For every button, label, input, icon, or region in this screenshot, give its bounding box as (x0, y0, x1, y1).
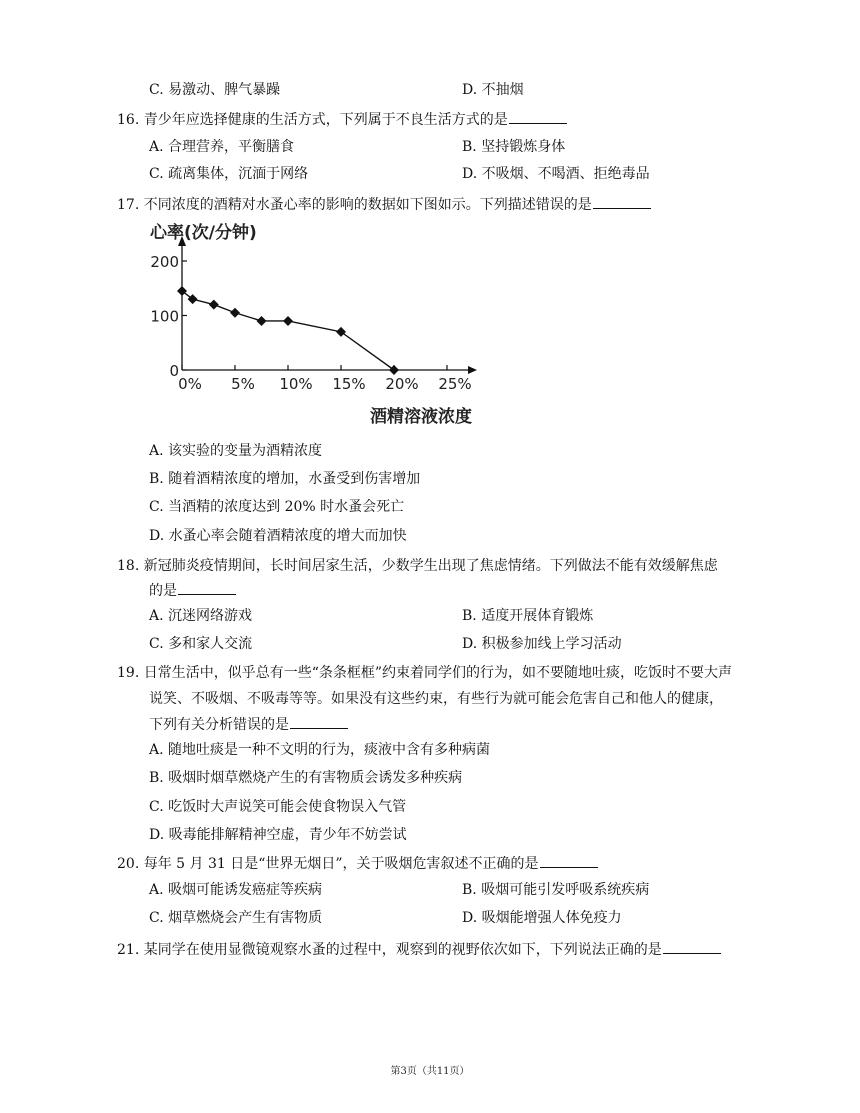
x-axis-label: 酒精溶液浓度 (370, 407, 472, 427)
q20-option-a: A. 吸烟可能诱发癌症等疾病 (149, 882, 323, 898)
q18-stem: 18. 新冠肺炎疫情期间，长时间居家生活，少数学生出现了焦虑情绪。下列做法不能有效缓解焦虑 (117, 558, 718, 574)
answer-blank (509, 109, 567, 124)
q19-stem: 19. 日常生活中，似乎总有一些“条条框框”约束着同学们的行为，如不要随地吐痰，吃饭时不要大声 (117, 665, 733, 681)
q19-stem-line3: 下列有关分析错误的是 (149, 714, 348, 735)
q18-option-a: A. 沉迷网络游戏 (149, 608, 253, 624)
q20-option-d: D. 吸烟能增强人体免疫力 (462, 910, 622, 926)
q20-option-b: B. 吸烟可能引发呼吸系统疾病 (462, 882, 650, 898)
q18-option-d: D. 积极参加线上学习活动 (462, 636, 622, 652)
q16-option-d: D. 不吸烟、不喝酒、拒绝毒品 (462, 166, 650, 182)
data-point (257, 316, 267, 326)
q17-stem: 17. 不同浓度的酒精对水蚤心率的影响的数据如下图如示。下列描述错误的是 (117, 194, 651, 215)
x-tick-label: 20% (385, 375, 419, 393)
data-point (336, 327, 346, 337)
x-tick-label: 0% (178, 375, 202, 393)
q20-option-c: C. 烟草燃烧会产生有害物质 (149, 910, 323, 926)
q19-option-b: B. 吸烟时烟草燃烧产生的有害物质会诱发多种疾病 (149, 770, 463, 786)
answer-blank (540, 853, 598, 868)
answer-blank (663, 939, 721, 954)
x-tick-label: 10% (279, 375, 313, 393)
data-point (389, 365, 399, 375)
data-point (230, 308, 240, 318)
x-tick-label: 25% (438, 375, 472, 393)
q19-option-d: D. 吸毒能排解精神空虚，青少年不妨尝试 (149, 827, 407, 843)
heart-rate-chart (140, 218, 530, 430)
q18-option-b: B. 适度开展体育锻炼 (462, 608, 594, 624)
x-tick-label: 5% (231, 375, 255, 393)
q16-option-c: C. 疏离集体，沉湎于网络 (149, 166, 309, 182)
q17-option-c: C. 当酒精的浓度达到 20% 时水蚤会死亡 (149, 499, 405, 515)
q19-option-c: C. 吃饭时大声说笑可能会使食物误入气管 (149, 799, 407, 815)
q16-option-b: B. 坚持锻炼身体 (462, 139, 566, 155)
q20-stem: 20. 每年 5 月 31 日是“世界无烟日”，关于吸烟危害叙述不正确的是 (117, 853, 598, 874)
q19-stem-line2: 说笑、不吸烟、不吸毒等等。如果没有这些约束，有些行为就可能会危害自己和他人的健康， (149, 691, 723, 707)
y-tick-label: 100 (150, 307, 179, 326)
q18-option-c: C. 多和家人交流 (149, 636, 253, 652)
q16-stem: 16. 青少年应选择健康的生活方式，下列属于不良生活方式的是 (117, 109, 567, 130)
data-point (283, 316, 293, 326)
y-axis-label: 心率(次/分钟) (150, 223, 257, 243)
answer-blank (593, 194, 651, 209)
data-point (209, 300, 219, 310)
x-tick-label: 15% (332, 375, 366, 393)
q16-option-a: A. 合理营养，平衡膳食 (149, 139, 295, 155)
answer-blank (178, 580, 236, 595)
q17-option-a: A. 该实验的变量为酒精浓度 (149, 443, 323, 459)
q18-stem-cont: 的是 (149, 580, 236, 601)
q15-option-c: C. 易激动、脾气暴躁 (149, 82, 281, 98)
y-tick-label: 200 (150, 253, 179, 271)
q15-option-d: D. 不抽烟 (462, 82, 524, 98)
x-axis-arrow (468, 366, 477, 374)
y-tick-label: 0 (169, 362, 179, 380)
q21-stem: 21. 某同学在使用显微镜观察水蚤的过程中，观察到的视野依次如下，下列说法正确的是 (117, 939, 721, 960)
page-footer: 第3页（共11页） (390, 1066, 470, 1077)
q17-option-d: D. 水蚤心率会随着酒精浓度的增大而加快 (149, 528, 407, 544)
answer-blank (290, 714, 348, 729)
q17-option-b: B. 随着酒精浓度的增加，水蚤受到伤害增加 (149, 471, 421, 487)
q19-option-a: A. 随地吐痰是一种不文明的行为，痰液中含有多种病菌 (149, 742, 491, 758)
